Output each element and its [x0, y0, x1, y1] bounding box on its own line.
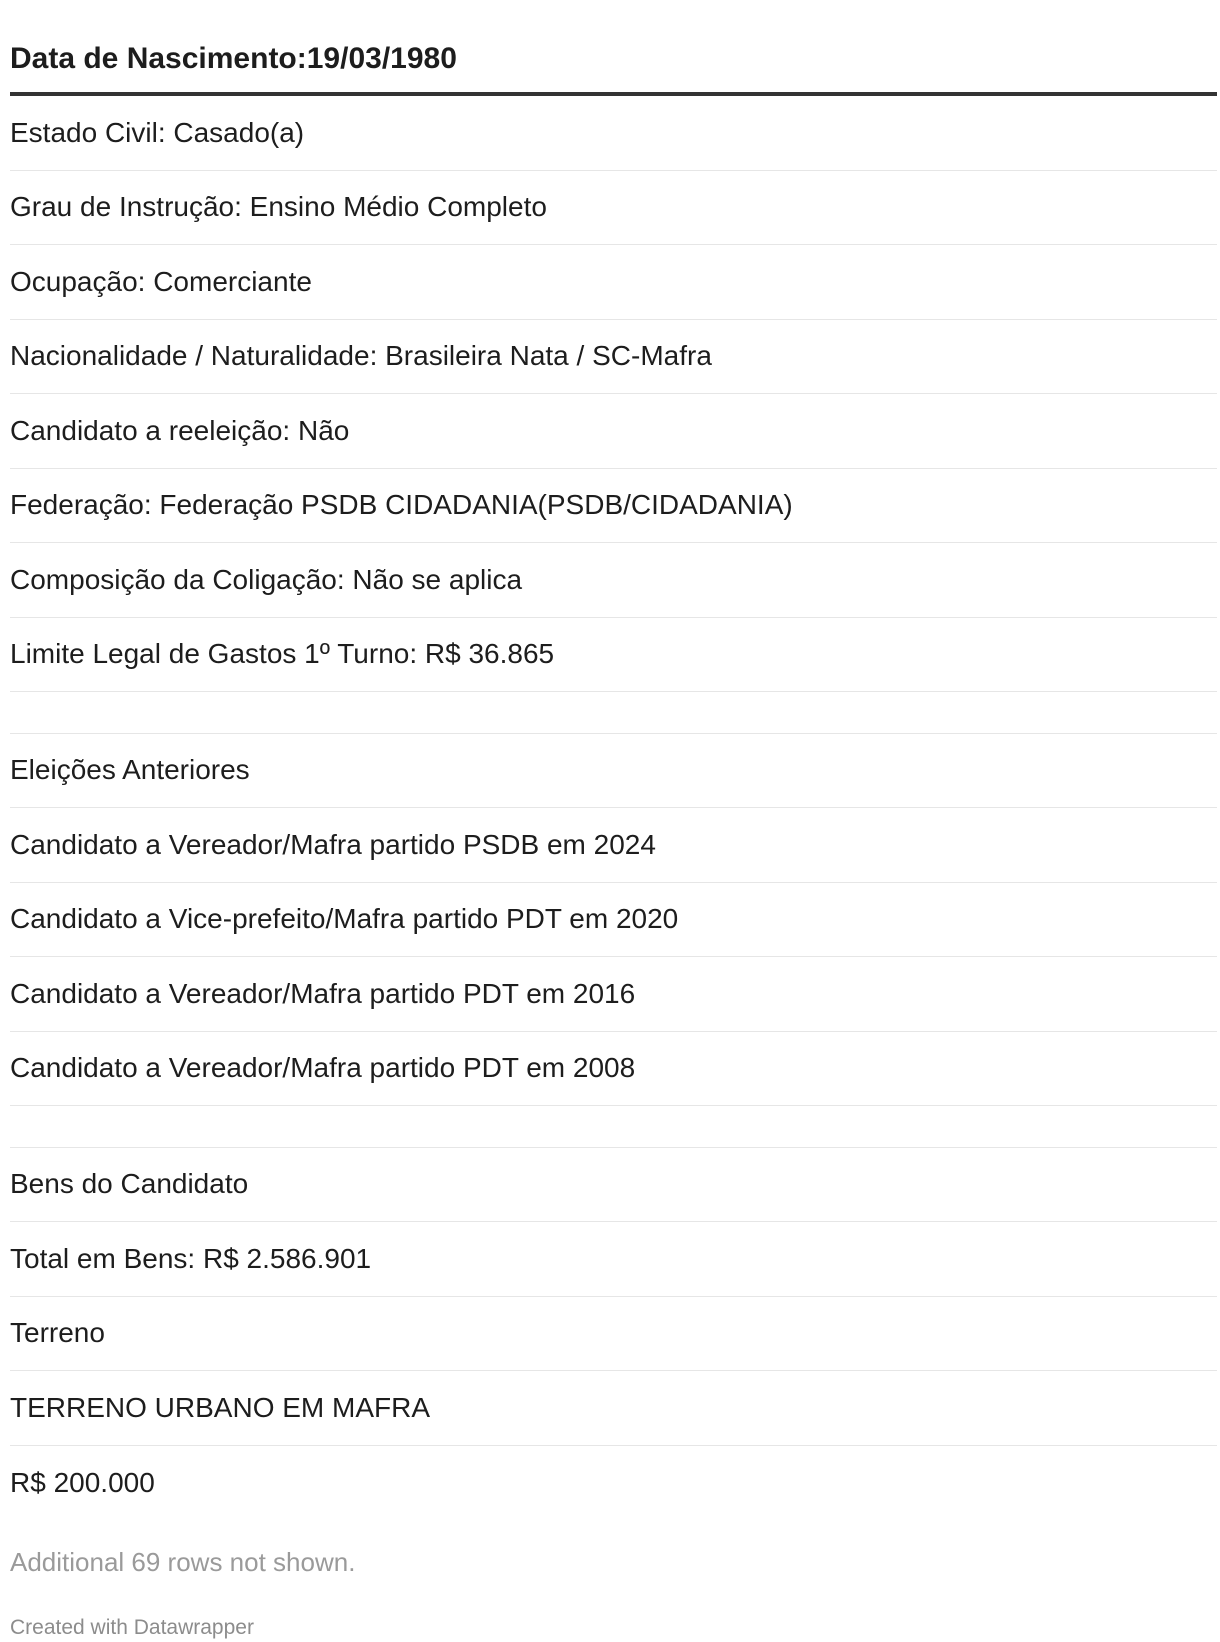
table-cell: Candidato a Vereador/Mafra partido PDT em 2008 — [10, 1052, 636, 1084]
table-cell: R$ 200.000 — [10, 1466, 155, 1498]
table-cell: Candidato a reeleição: Não — [10, 414, 350, 446]
table-row — [10, 734, 1217, 809]
table-cell: Total em Bens: R$ 2.586.901 — [10, 1242, 372, 1274]
data-table — [10, 0, 1217, 1520]
table-row — [10, 1371, 1217, 1446]
table-cell: Limite Legal de Gastos 1º Turno: R$ 36.865 — [10, 638, 555, 670]
table-row — [10, 1148, 1217, 1223]
table-row — [10, 1297, 1217, 1372]
table-cell: Estado Civil: Casado(a) — [10, 116, 305, 148]
table-cell: Nacionalidade / Naturalidade: Brasileira Nata / SC-Mafra — [10, 340, 712, 372]
table-row-empty — [10, 692, 1217, 734]
table-row — [10, 618, 1217, 693]
table-row — [10, 96, 1217, 171]
table-row — [10, 171, 1217, 246]
credit-footer: Created with Datawrapper — [10, 1616, 254, 1639]
table-row — [10, 394, 1217, 469]
table-row — [10, 1222, 1217, 1297]
table-row — [10, 320, 1217, 395]
table-cell: Grau de Instrução: Ensino Médio Completo — [10, 191, 547, 223]
table-cell: Candidato a Vereador/Mafra partido PSDB em 2024 — [10, 828, 656, 860]
table-cell: TERRENO URBANO EM MAFRA — [10, 1391, 431, 1423]
table-row-empty — [10, 1106, 1217, 1148]
table-cell: Candidato a Vice-prefeito/Mafra partido PDT em 2020 — [10, 903, 679, 935]
table-row — [10, 883, 1217, 958]
table-header — [10, 0, 1217, 96]
table-row — [10, 245, 1217, 320]
table-cell: Composição da Coligação: Não se aplica — [10, 563, 523, 595]
table-row — [10, 1032, 1217, 1107]
table-row — [10, 469, 1217, 544]
rows-not-shown-note: Additional 69 rows not shown. — [10, 1547, 356, 1577]
table-row — [10, 1446, 1217, 1521]
section-label-previous-elections: Eleições Anteriores — [10, 754, 250, 786]
table-cell: Federação: Federação PSDB CIDADANIA(PSDB/CIDADANIA) — [10, 489, 793, 521]
section-label-assets: Bens do Candidato — [10, 1168, 249, 1200]
table-cell: Ocupação: Comerciante — [10, 265, 312, 297]
table-row — [10, 543, 1217, 618]
table-cell: Candidato a Vereador/Mafra partido PDT em 2016 — [10, 977, 636, 1009]
table-cell: Terreno — [10, 1317, 105, 1349]
table-row — [10, 808, 1217, 883]
table-row — [10, 957, 1217, 1032]
column-header: Data de Nascimento:19/03/1980 — [10, 42, 457, 75]
